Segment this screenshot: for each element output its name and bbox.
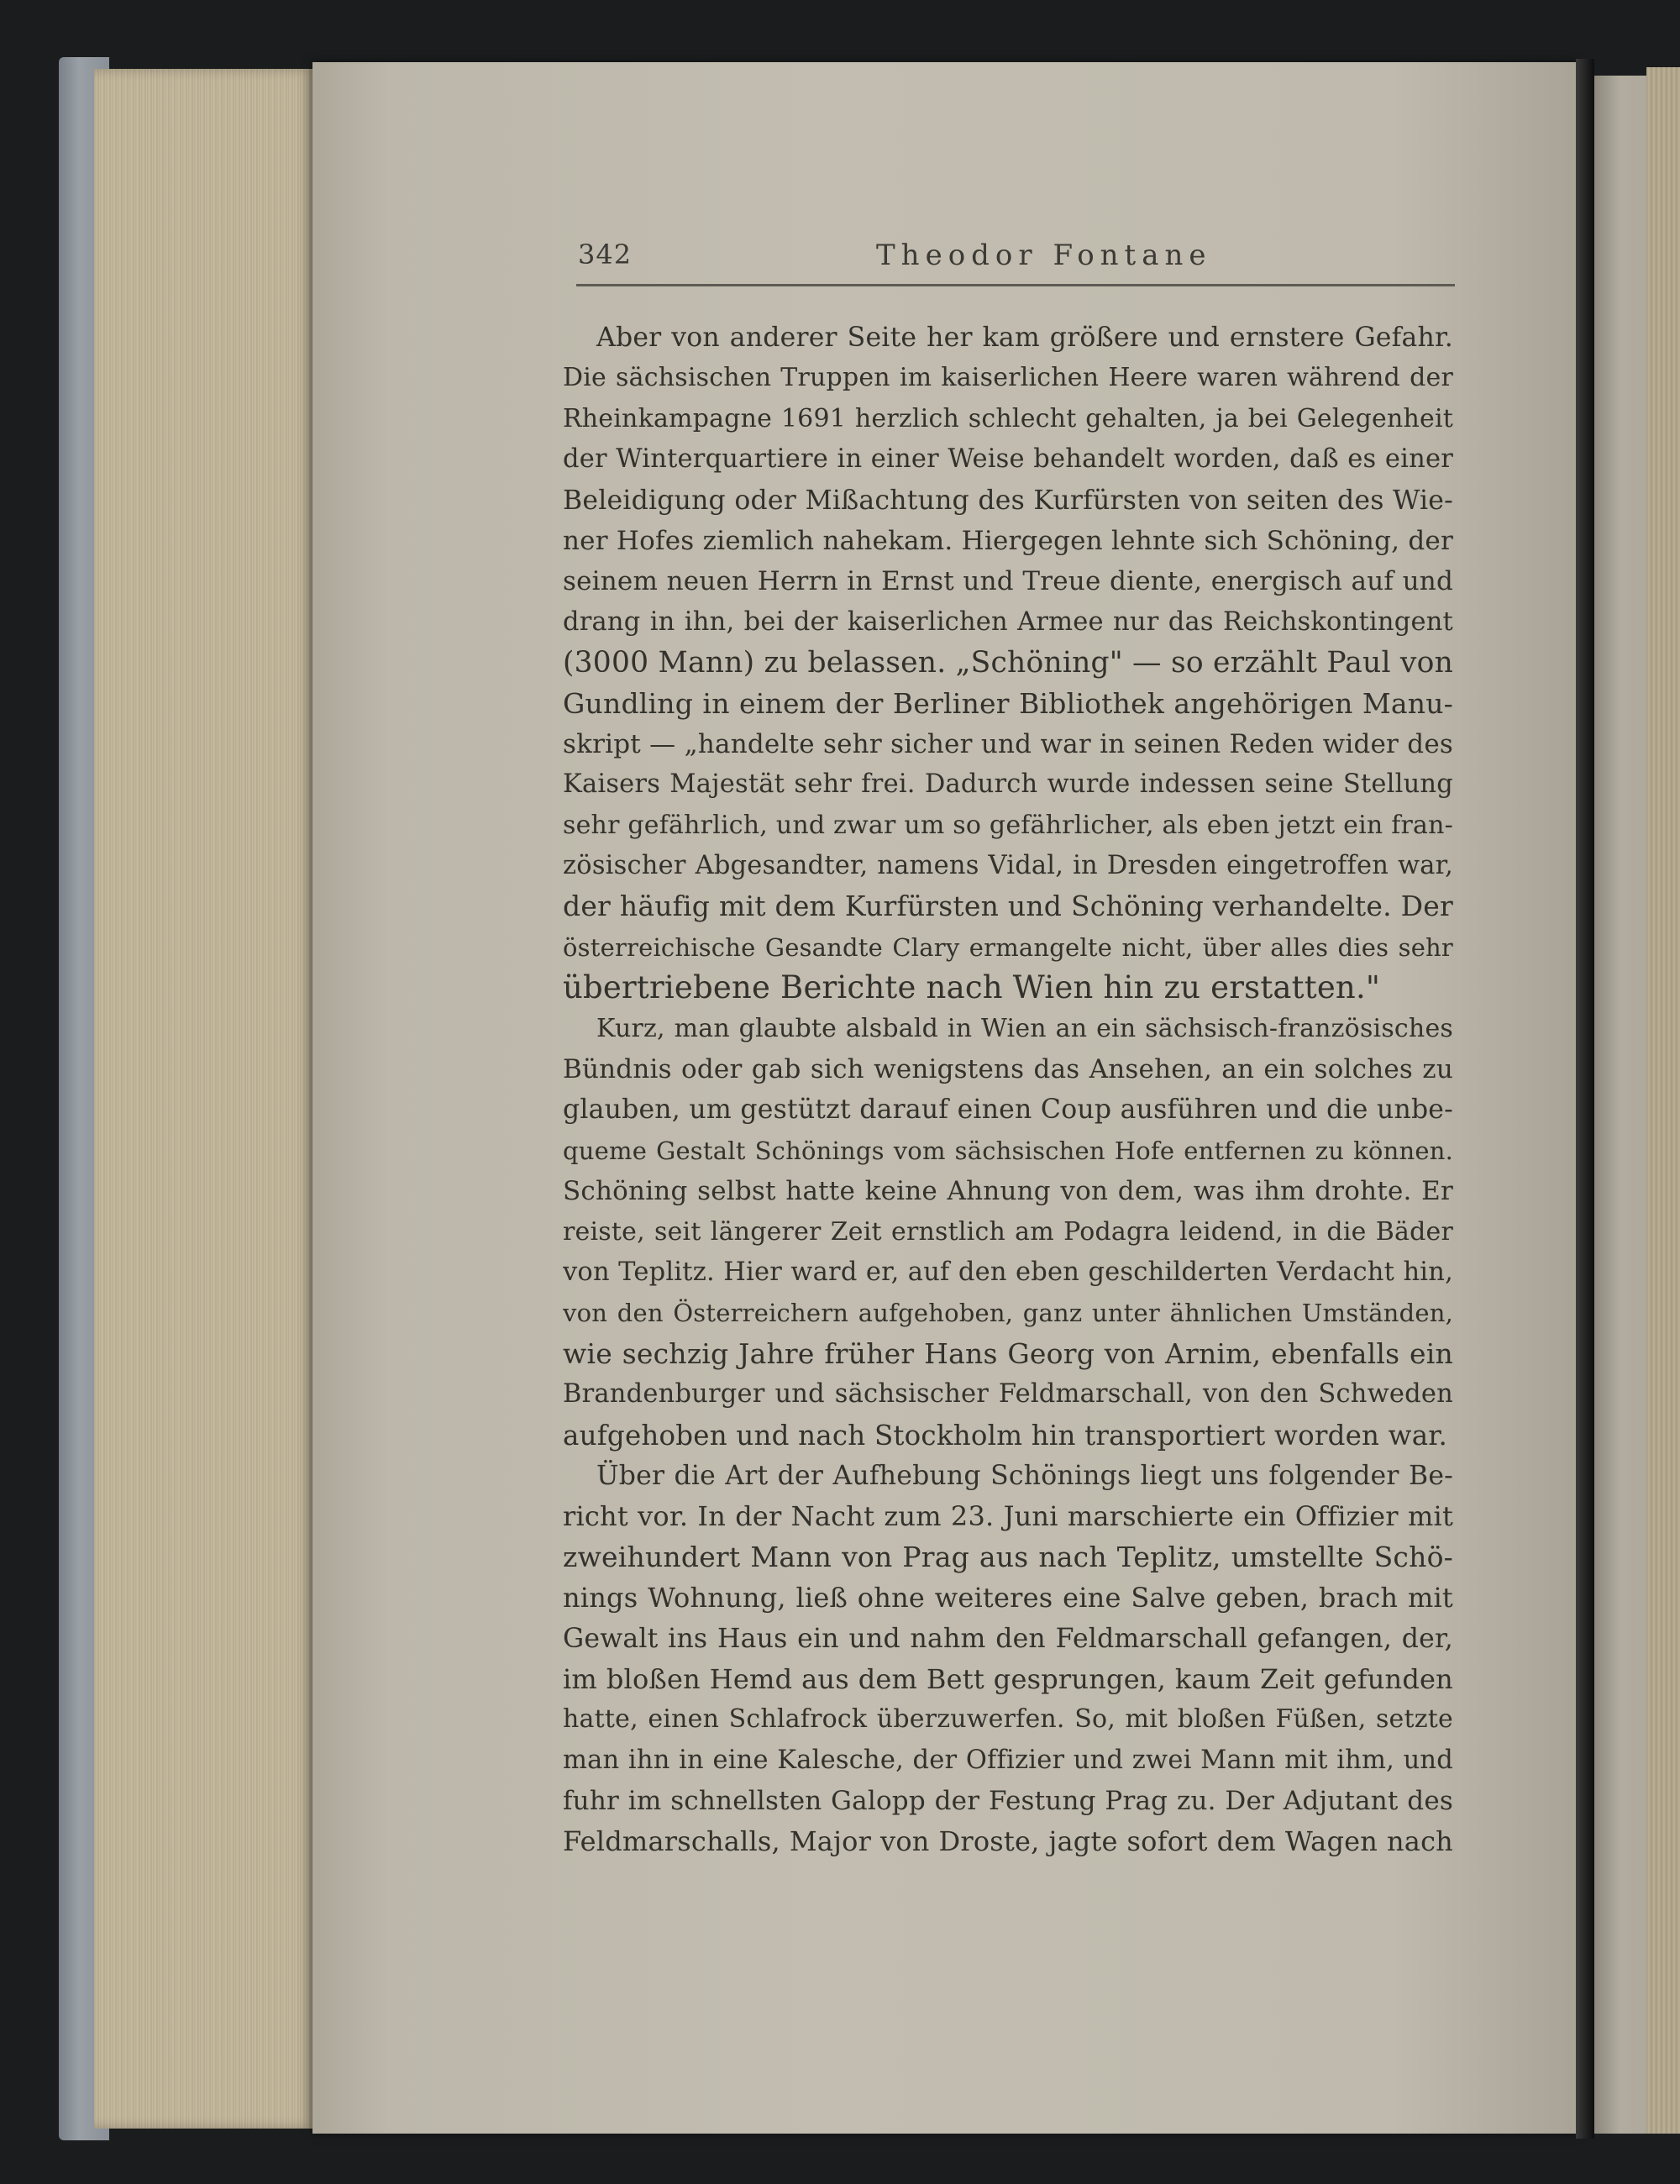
text-line: glauben, um gestützt darauf einen Coup ausführen und die unbe- (563, 1095, 1453, 1126)
text-line: hatte, einen Schlafrock überzuwerfen. So, mit bloßen Füßen, setzte (563, 1704, 1453, 1735)
text-line: richt vor. In der Nacht zum 23. Juni marschierte ein Offizier mit (563, 1500, 1453, 1533)
text-line: skript — „handelte sehr sicher und war in seinen Reden wider des (563, 728, 1453, 759)
running-title: Theodor Fontane (876, 239, 1212, 272)
text-line: nings Wohnung, ließ ohne weiteres eine Salve geben, brach mit (563, 1582, 1453, 1614)
text-line: Die sächsischen Truppen im kaiserlichen Heere waren während der (563, 363, 1453, 393)
text-line: Kaisers Majestät sehr frei. Dadurch wurde indessen seine Stellung (563, 769, 1453, 800)
text-line: Bündnis oder gab sich wenigstens das Ansehen, an ein solches zu (563, 1054, 1453, 1085)
text-line: Kurz, man glaubte alsbald in Wien an ein sächsisch-französisches (596, 1013, 1453, 1043)
text-line: von den Österreichern aufgehoben, ganz unter ähnlichen Umständen, (563, 1299, 1453, 1328)
page-stack-edges (94, 69, 314, 2129)
header-rule (576, 284, 1455, 286)
text-line: wie sechzig Jahre früher Hans Georg von Arnim, ebenfalls ein (563, 1336, 1453, 1370)
text-line: übertriebene Berichte nach Wien hin zu erstatten." (563, 969, 1381, 1006)
text-line: seinem neuen Herrn in Ernst und Treue diente, energisch auf und (563, 566, 1453, 597)
text-line: österreichische Gesandte Clary ermangelte nicht, über alles dies sehr (563, 932, 1453, 962)
text-line: Schöning selbst hatte keine Ahnung von dem, was ihm drohte. Er (563, 1176, 1453, 1207)
text-line: Brandenburger und sächsischer Feldmarschall, von den Schweden (563, 1379, 1453, 1410)
text-line: zweihundert Mann von Prag aus nach Teplitz, umstellte Schö- (563, 1540, 1453, 1573)
text-line: der Winterquartiere in einer Weise behandelt worden, daß es einer (563, 444, 1453, 475)
book-gutter (1576, 59, 1594, 2139)
text-line: drang in ihn, bei der kaiserlichen Armee nur das Reichskontingent (563, 606, 1453, 637)
text-line: reiste, seit längerer Zeit ernstlich am Podagra leidend, in die Bäder (563, 1216, 1453, 1247)
text-line: sehr gefährlich, und zwar um so gefährlicher, als eben jetzt ein fran- (563, 810, 1453, 840)
running-head (578, 235, 1453, 284)
text-line: (3000 Mann) zu belassen. „Schöning" — so erzählt Paul von (563, 646, 1453, 680)
text-line: der häufig mit dem Kurfürsten und Schöning verhandelte. Der (563, 890, 1453, 923)
text-line: im bloßen Hemd aus dem Bett gesprungen, kaum Zeit gefunden (563, 1662, 1453, 1695)
text-line: Rheinkampagne 1691 herzlich schlecht gehalten, ja bei Gelegenheit (563, 403, 1453, 433)
text-line: man ihn in eine Kalesche, der Offizier und zwei Mann mit ihm, und (563, 1745, 1453, 1775)
text-line: Über die Art der Aufhebung Schönings liegt uns folgender Be- (596, 1460, 1453, 1491)
text-line: von Teplitz. Hier ward er, auf den eben geschilderten Verdacht hin, (563, 1257, 1453, 1287)
text-line: queme Gestalt Schönings vom sächsischen Hofe entfernen zu können. (563, 1136, 1453, 1165)
page-number: 342 (578, 239, 633, 270)
body-text (563, 318, 1453, 1862)
text-line: ner Hofes ziemlich nahekam. Hiergegen lehnte sich Schöning, der (563, 525, 1453, 556)
text-line: Gewalt ins Haus ein und nahm den Feldmarschall gefangen, der, (563, 1623, 1453, 1654)
text-line: fuhr im schnellsten Galopp der Festung Prag zu. Der Adjutant des (563, 1786, 1453, 1817)
facing-page-stack (1646, 67, 1680, 2134)
text-line: aufgehoben und nach Stockholm hin transportiert worden war. (563, 1419, 1447, 1452)
text-line: zösischer Abgesandter, namens Vidal, in Dresden eingetroffen war, (563, 851, 1453, 881)
text-line: Gundling in einem der Berliner Bibliothek angehörigen Manu- (563, 686, 1453, 720)
text-line: Feldmarschalls, Major von Droste, jagte sofort dem Wagen nach (563, 1825, 1453, 1858)
text-line: Aber von anderer Seite her kam größere und ernstere Gefahr. (596, 323, 1453, 353)
text-line: Beleidigung oder Mißachtung des Kurfürsten von seiten des Wie- (563, 485, 1453, 516)
